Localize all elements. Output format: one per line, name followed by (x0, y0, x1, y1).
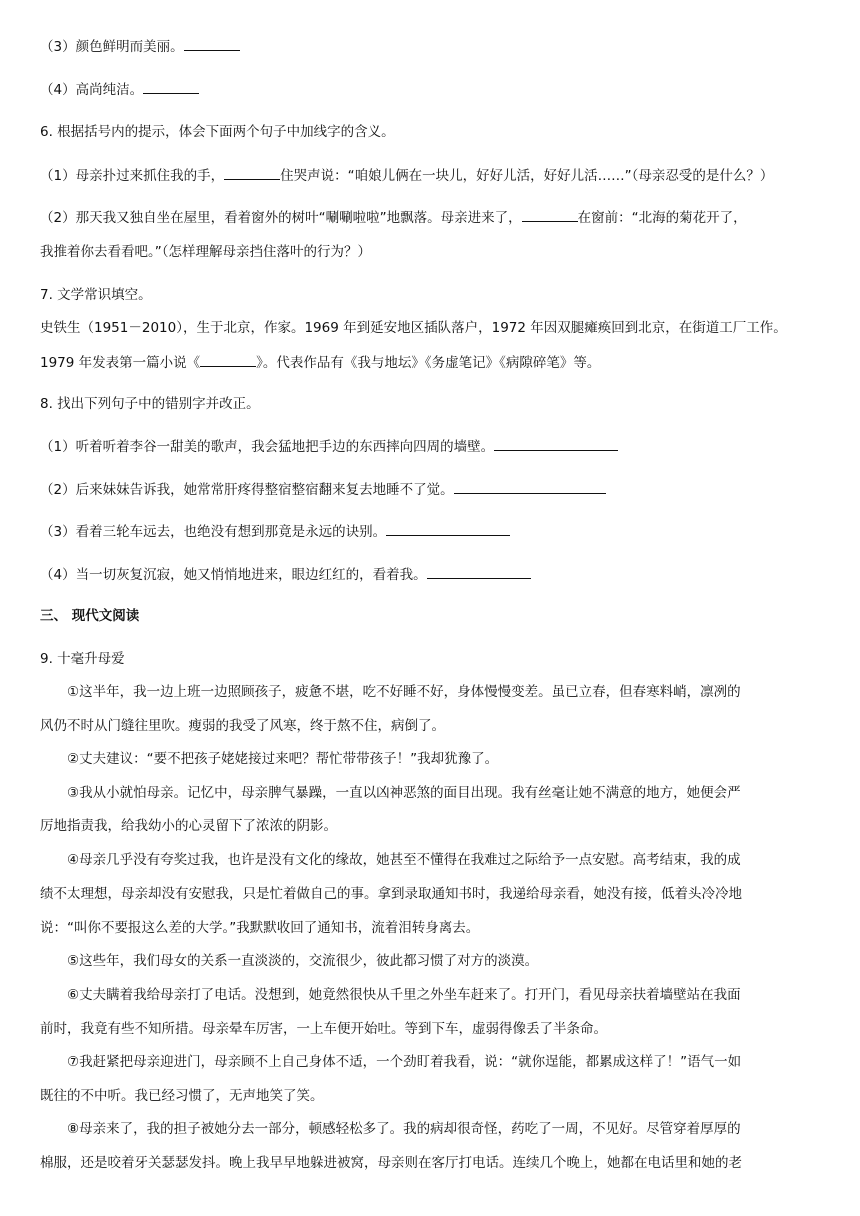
answer-blank[interactable] (224, 165, 280, 180)
text-line (40, 36, 830, 57)
line-text: 史铁生（1951－2010），生于北京，作家。1969 年到延安地区插队落户，1972 年因双腿瘫痪回到北京，在街道工厂工作。 (40, 320, 787, 336)
line-text: 8. 找出下列句子中的错别字并改正。 (40, 396, 260, 412)
text-line (40, 1052, 830, 1072)
text-line (40, 122, 830, 142)
line-text: 6. 根据括号内的提示，体会下面两个句子中加线字的含义。 (40, 124, 395, 140)
text-line (40, 816, 830, 836)
answer-blank[interactable] (143, 79, 199, 94)
text-line (40, 918, 830, 938)
line-text: 我推着你去看看吧。”（怎样理解母亲挡住落叶的行为？） (40, 244, 371, 260)
line-text-after-blank: 》。代表作品有《我与地坛》《务虚笔记》《病隙碎笔》等。 (256, 355, 601, 371)
line-text: ②丈夫建议：“要不把孩子姥姥接过来吧？帮忙带带孩子！”我却犹豫了。 (40, 751, 499, 767)
line-text: 7. 文学常识填空。 (40, 287, 152, 303)
line-text: （2）那天我又独自坐在屋里，看着窗外的树叶“唰唰啦啦”地飘落。母亲进来了， (40, 210, 522, 226)
line-text: 绩不太理想，母亲却没有安慰我，只是忙着做自己的事。拿到录取通知书时，我递给母亲看，她没有接，低着头冷冷地 (40, 886, 742, 902)
text-line (40, 479, 830, 500)
answer-blank[interactable] (427, 564, 531, 579)
line-text: ⑦我赶紧把母亲迎进门，母亲顾不上自己身体不适，一个劲盯着我看，说：“就你逞能，都累成这样了！”语气一如 (40, 1054, 742, 1070)
line-text: 棉服，还是咬着牙关瑟瑟发抖。晚上我早早地躲进被窝，母亲则在客厅打电话。连续几个晚上，她都在电话里和她的老 (40, 1155, 742, 1171)
line-text: （1）母亲扑过来抓住我的手， (40, 168, 225, 184)
line-text: 三、 现代文阅读 (40, 608, 140, 624)
line-text: 厉地指责我，给我幼小的心灵留下了浓浓的阴影。 (40, 818, 337, 834)
line-text: 1979 年发表第一篇小说《 (40, 355, 201, 371)
text-line (40, 165, 830, 186)
text-line (40, 682, 830, 702)
line-text: （3）颜色鲜明而美丽。 (40, 39, 184, 55)
text-line (40, 1119, 830, 1139)
text-line (40, 521, 830, 542)
text-line (40, 207, 830, 228)
text-line (40, 1153, 830, 1173)
line-text: ⑧母亲来了，我的担子被她分去一部分，顿感轻松多了。我的病却很奇怪，药吃了一周，不见好。尽管穿着厚厚的 (40, 1121, 741, 1137)
text-line (40, 783, 830, 803)
text-line (40, 352, 830, 373)
line-text: （4）高尚纯洁。 (40, 82, 144, 98)
line-text-after-blank: 住哭声说：“咱娘儿俩在一块儿，好好儿活，好好儿活……”（母亲忍受的是什么？） (280, 168, 774, 184)
text-line (40, 884, 830, 904)
answer-blank[interactable] (386, 521, 510, 536)
text-line (40, 79, 830, 100)
line-text: ①这半年，我一边上班一边照顾孩子，疲惫不堪，吃不好睡不好，身体慢慢变差。虽已立春，但春寒料峭，凛冽的 (40, 684, 741, 700)
line-text: （1）听着听着李谷一甜美的歌声，我会猛地把手边的东西摔向四周的墙壁。 (40, 439, 495, 455)
text-line (40, 394, 830, 414)
text-line (40, 436, 830, 457)
text-line (40, 1086, 830, 1106)
answer-blank[interactable] (522, 207, 578, 222)
text-line (40, 951, 830, 971)
line-text-after-blank: 在窗前：“北海的菊花开了， (577, 210, 747, 226)
line-text: 风仍不时从门缝往里吹。瘦弱的我受了风寒，终于熬不住，病倒了。 (40, 718, 445, 734)
answer-blank[interactable] (454, 479, 606, 494)
text-line (40, 318, 830, 338)
text-line (40, 749, 830, 769)
text-line (40, 850, 830, 870)
text-line (40, 649, 830, 669)
text-line (40, 985, 830, 1005)
answer-blank[interactable] (494, 436, 618, 451)
line-text: （4）当一切灰复沉寂，她又悄悄地进来，眼边红红的，看着我。 (40, 567, 427, 583)
line-text: ③我从小就怕母亲。记忆中，母亲脾气暴躁，一直以凶神恶煞的面目出现。我有丝毫让她不满意的地方，她便会严 (40, 785, 741, 801)
line-text: 说：“叫你不要报这么差的大学。”我默默收回了通知书，流着泪转身离去。 (40, 920, 480, 936)
text-line (40, 606, 830, 626)
line-text: 前时，我竟有些不知所措。母亲晕车厉害，一上车便开始吐。等到下车，虚弱得像丢了半条命。 (40, 1021, 607, 1037)
line-text: ⑤这些年，我们母女的关系一直淡淡的，交流很少，彼此都习惯了对方的淡漠。 (40, 953, 539, 969)
line-text: 既往的不中听。我已经习惯了，无声地笑了笑。 (40, 1088, 324, 1104)
text-line (40, 1019, 830, 1039)
line-text: ④母亲几乎没有夸奖过我，也许是没有文化的缘故，她甚至不懂得在我难过之际给予一点安慰。高考结束，我的成 (40, 852, 741, 868)
text-line (40, 285, 830, 305)
line-text: （2）后来妹妹告诉我，她常常肝疼得整宿整宿翻来复去地睡不了觉。 (40, 482, 454, 498)
text-line (40, 242, 830, 262)
line-text: 9. 十毫升母爱 (40, 651, 125, 667)
text-line (40, 716, 830, 736)
answer-blank[interactable] (200, 352, 256, 367)
answer-blank[interactable] (184, 36, 240, 51)
line-text: （3）看着三轮车远去，也绝没有想到那竟是永远的诀别。 (40, 524, 387, 540)
line-text: ⑥丈夫瞒着我给母亲打了电话。没想到，她竟然很快从千里之外坐车赶来了。打开门，看见母亲扶着墙壁站在我面 (40, 987, 741, 1003)
text-line (40, 564, 830, 585)
